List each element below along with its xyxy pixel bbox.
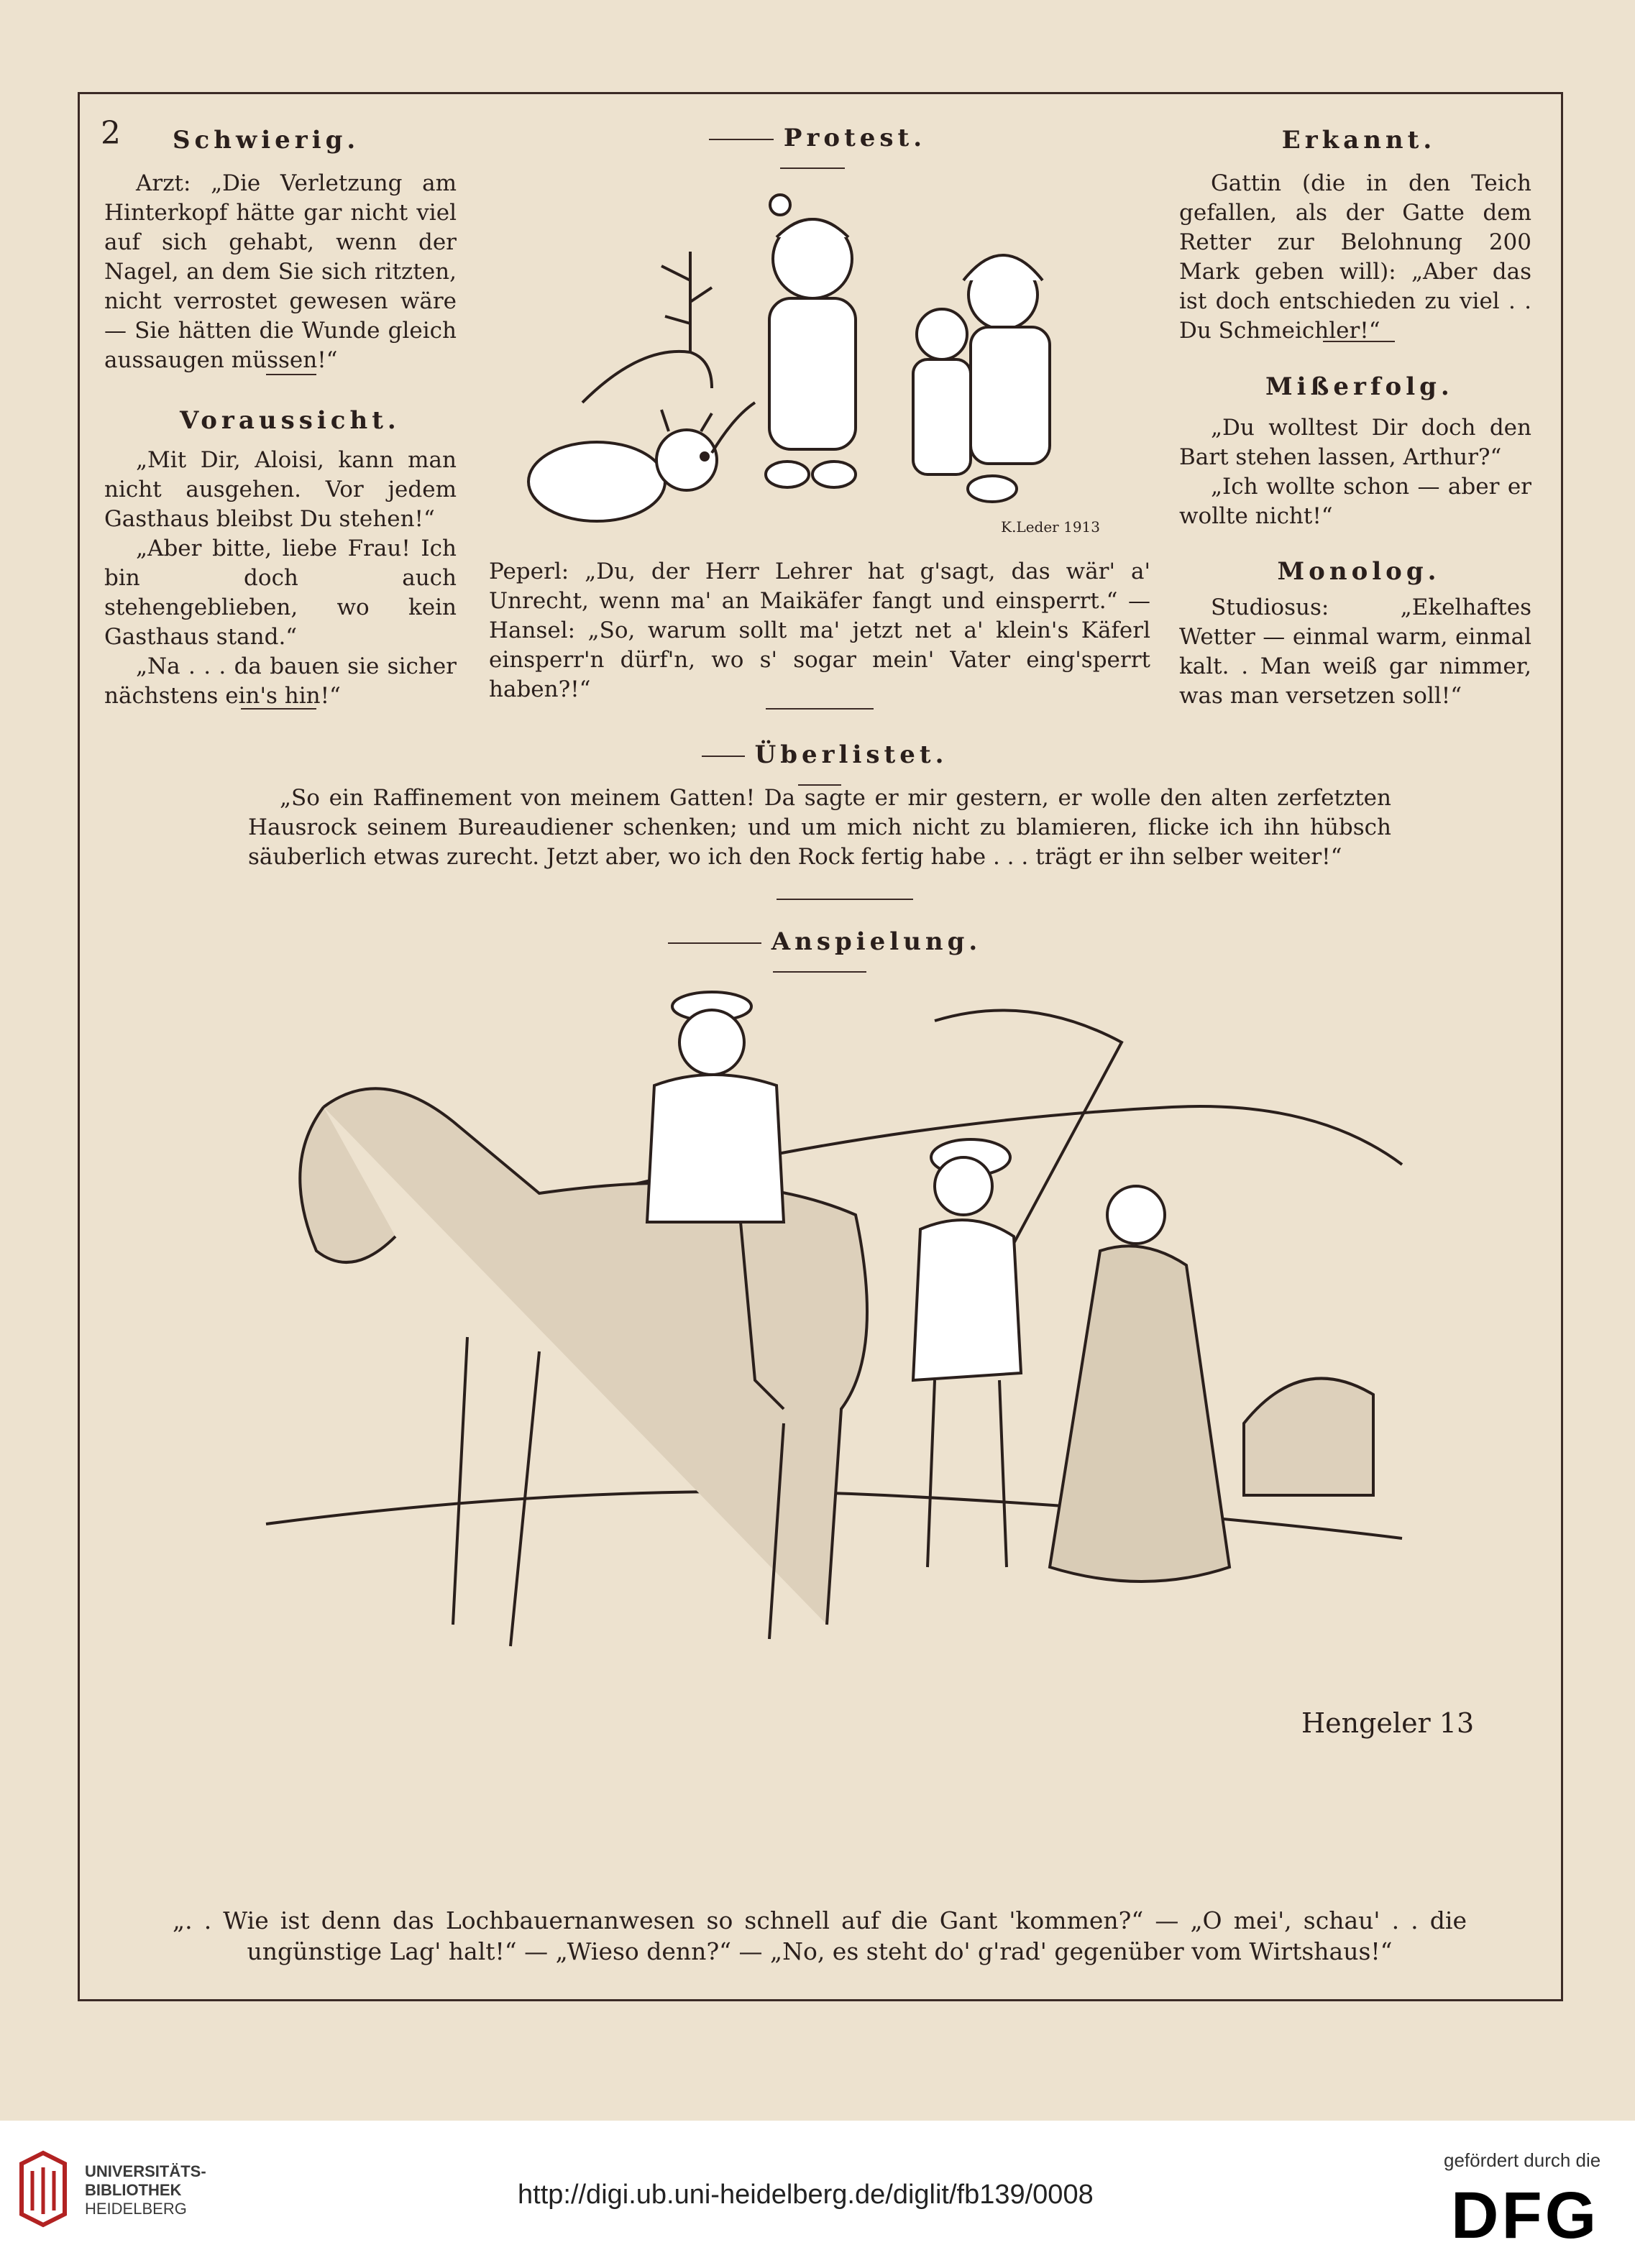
- ornament-line: [668, 942, 761, 944]
- text-voraussicht: [104, 446, 457, 711]
- heading-monolog: Monolog.: [1277, 557, 1441, 586]
- dog: [528, 410, 717, 521]
- library-name-line: HEIDELBERG: [85, 2200, 187, 2218]
- digitization-footer: [0, 2121, 1635, 2268]
- paragraph: Arzt: „Die Verletzung am Hinterkopf hätte gar nicht viel auf sich gehabt, wenn der Nagel, an dem Sie sich ritzten, nicht verrostet gewesen wäre — Sie hätten die Wunde gleich aussaugen müssen!“: [104, 170, 457, 373]
- heading-text: Protest.: [783, 124, 927, 152]
- small-child: [913, 309, 971, 474]
- paragraph: „Mit Dir, Aloisi, kann man nicht ausgehen. Vor jedem Gasthaus bleibst Du stehen!“: [104, 447, 457, 532]
- protest-illustration: [496, 173, 1136, 546]
- paragraph: „Du wolltest Dir doch den Bart stehen lassen, Arthur?“: [1179, 415, 1531, 470]
- tree-branch: [582, 352, 712, 403]
- text-misserfolg: [1179, 413, 1531, 531]
- funding-note: gefördert durch die: [1444, 2149, 1601, 2171]
- ornament-line: [773, 971, 866, 973]
- library-name: [85, 2162, 206, 2218]
- ornament-line: [780, 167, 845, 169]
- dfg-logo: DFG: [1451, 2179, 1600, 2252]
- page-number: 2: [101, 115, 121, 152]
- separator-rule: [1323, 341, 1395, 342]
- text-schwierig: [104, 169, 457, 375]
- paragraph: „So ein Raffinement von meinem Gatten! Da sagte er mir gestern, er wolle den alten zerfetzten Hausrock seinem Bureaudiener schenken; und um mich nicht zu blamieren, flicke ich ihn hübsch säuberlich etwas zurecht. Jetzt aber, wo ich den Rock fertig habe . . . trägt er ihn selber weiter!“: [248, 785, 1391, 870]
- paragraph: Peperl: „Du, der Herr Lehrer hat g'sagt, das wär' a' Unrecht, wenn ma' an Maikäfer fangt und einsperrt.“ — Hansel: „So, warum sollt ma' jetzt net a' klein's Käferl einsperr'n dürf'n, wo s' sogar mein' Vater eing'sperrt haben?!“: [489, 559, 1150, 702]
- digitization-url[interactable]: http://digi.ub.uni-heidelberg.de/diglit/fb139/0008: [518, 2180, 1094, 2210]
- library-name-line: UNIVERSITÄTS-: [85, 2162, 206, 2180]
- farmer: [913, 1139, 1021, 1567]
- separator-rule: [266, 374, 316, 375]
- anspielung-illustration: [237, 978, 1475, 1898]
- library-name-line: BIBLIOTHEK: [85, 2181, 182, 2199]
- caption-anspielung: „. . Wie ist denn das Lochbauernanwesen so schnell auf die Gant 'kommen?“ — „O mei', schau' . . die ungünstige Lag' halt!“ — „Wieso denn?“ — „No, es steht do' g'rad' gegenüber vom Wirtshaus!“: [173, 1906, 1467, 1965]
- heading-schwierig: Schwierig.: [173, 126, 360, 155]
- text-monolog: [1179, 593, 1531, 711]
- paragraph: Studiosus: „Ekelhaftes Wetter — einmal warm, einmal kalt. . Man weiß gar nimmer, was man versetzen soll!“: [1179, 594, 1531, 709]
- ornament-line: [702, 756, 745, 757]
- haystack: [1244, 1379, 1373, 1496]
- library-logo-icon: [14, 2149, 72, 2228]
- separator-rule: [766, 708, 874, 710]
- paragraph: „Ich wollte schon — aber er wollte nicht!“: [1179, 474, 1531, 529]
- illustrator-signature: Hengeler 13: [1301, 1707, 1475, 1739]
- text-ueberlistet: [248, 784, 1391, 872]
- text-erkannt: [1179, 169, 1531, 346]
- paragraph: „Aber bitte, liebe Frau! Ich bin doch auch stehengeblieben, wo kein Gasthaus stand.“: [104, 536, 457, 650]
- heading-text: Überlistet.: [754, 740, 948, 769]
- tree: [661, 252, 712, 352]
- frame-line: [78, 992, 79, 1998]
- separator-rule: [241, 708, 316, 710]
- boy-hansel: [963, 255, 1050, 502]
- caption-protest: [489, 557, 1150, 704]
- paragraph: Gattin (die in den Teich gefallen, als der Gatte dem Retter zur Belohnung 200 Mark geben will): „Aber das ist doch entschieden zu viel . . Du Schmeichler!“: [1179, 170, 1531, 344]
- heading-misserfolg: Mißerfolg.: [1265, 372, 1454, 401]
- paragraph: „Na . . . da bauen sie sicher nächstens ein's hin!“: [104, 653, 457, 709]
- leash: [712, 403, 755, 453]
- farm-woman: [1050, 1186, 1229, 1581]
- heading-erkannt: Erkannt.: [1281, 126, 1437, 155]
- heading-text: Anspielung.: [771, 927, 982, 956]
- ornament-line: [709, 139, 774, 140]
- separator-rule: [777, 899, 913, 900]
- heading-anspielung: [604, 927, 1035, 985]
- boy-peperl: [766, 195, 856, 487]
- heading-voraussicht: Voraussicht.: [180, 406, 400, 435]
- illustrator-signature: K.Leder 1913: [1001, 518, 1100, 536]
